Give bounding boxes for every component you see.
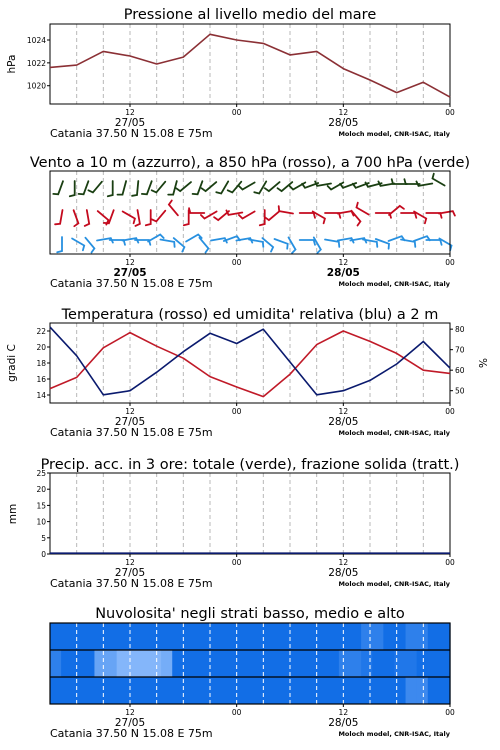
cloud-title: Nuvolosita' negli strati basso, medio e alto bbox=[95, 606, 405, 622]
cloud-cell bbox=[117, 677, 129, 704]
y-tick-label: 20 bbox=[36, 343, 46, 352]
wind-barb bbox=[199, 238, 208, 253]
wind-barb bbox=[85, 238, 94, 253]
pressure-line bbox=[50, 34, 450, 97]
pressure-y-axis-label: hPa bbox=[6, 54, 18, 74]
cloud-cell bbox=[417, 623, 429, 650]
cloud-cell bbox=[206, 677, 218, 704]
cloud-cell bbox=[50, 650, 62, 677]
date-label: 27/05 bbox=[114, 717, 146, 729]
cloud-cell bbox=[417, 677, 429, 704]
cloud-cell bbox=[161, 650, 173, 677]
precipitation-y-ticks bbox=[36, 469, 50, 559]
wind-barb bbox=[300, 240, 315, 245]
location-label: Catania 37.50 N 15.08 E 75m bbox=[50, 577, 213, 590]
cloud-cell bbox=[228, 623, 240, 650]
wind-barb bbox=[260, 210, 265, 225]
wind-barb bbox=[239, 183, 255, 190]
cloud-cell bbox=[383, 623, 395, 650]
cloud-cell bbox=[306, 677, 318, 704]
cloud-x-ticks bbox=[50, 704, 455, 740]
cloud-cell bbox=[72, 677, 84, 704]
y-tick-label: 80 bbox=[455, 325, 465, 335]
wind-barb bbox=[85, 210, 90, 226]
wind-barb bbox=[108, 181, 113, 196]
cloud-cell bbox=[350, 623, 362, 650]
cloud-cell bbox=[350, 650, 362, 677]
location-label: Catania 37.50 N 15.08 E 75m bbox=[50, 127, 213, 140]
wind-barb bbox=[401, 213, 416, 218]
wind-barb bbox=[132, 181, 138, 196]
wind-barb bbox=[300, 213, 315, 218]
model-credit: Moloch model, CNR-ISAC, Italy bbox=[338, 130, 450, 138]
wind-barb bbox=[118, 181, 127, 195]
temperature-title: Temperatura (rosso) ed umidita' relativa (blu) a 2 m bbox=[61, 307, 439, 323]
cloud-heatmap bbox=[50, 623, 451, 704]
wind-barb bbox=[142, 181, 152, 194]
cloud-cell bbox=[50, 677, 62, 704]
x-tick-label: 00 bbox=[445, 558, 455, 567]
x-tick-label: 12 bbox=[125, 407, 135, 416]
cloud-cell bbox=[317, 677, 329, 704]
y-tick-label: 10 bbox=[36, 517, 46, 527]
cloud-cell bbox=[272, 623, 284, 650]
wind-barb bbox=[169, 201, 178, 216]
cloud-cell bbox=[417, 650, 429, 677]
wind-barb bbox=[184, 210, 189, 225]
y-tick-label: 50 bbox=[455, 386, 465, 396]
y-tick-label: 20 bbox=[36, 485, 46, 495]
cloud-cell bbox=[72, 650, 84, 677]
wind-barb bbox=[265, 182, 280, 191]
cloud-cell bbox=[94, 623, 106, 650]
model-credit: Moloch model, CNR-ISAC, Italy bbox=[338, 280, 450, 288]
cloud-cell bbox=[106, 623, 118, 650]
wind-barb bbox=[275, 239, 288, 249]
cloud-cell bbox=[194, 677, 206, 704]
cloud-cell bbox=[83, 677, 95, 704]
cloud-cell bbox=[383, 650, 395, 677]
cloud-cell bbox=[183, 677, 195, 704]
temperature-x-ticks bbox=[50, 403, 455, 439]
cloud-cell bbox=[350, 677, 362, 704]
pressure-y-ticks bbox=[27, 36, 50, 91]
wind-barb bbox=[53, 181, 63, 194]
cloud-cell bbox=[61, 650, 73, 677]
x-tick-label: 12 bbox=[125, 108, 135, 117]
cloud-cell bbox=[339, 650, 351, 677]
cloud-cell bbox=[372, 623, 384, 650]
cloud-cell bbox=[50, 623, 62, 650]
cloud-cell bbox=[194, 650, 206, 677]
wind-barb bbox=[216, 181, 228, 193]
cloud-cell bbox=[294, 650, 306, 677]
cloud-cell bbox=[317, 650, 329, 677]
pressure-title: Pressione al livello medio del mare bbox=[123, 7, 377, 23]
cloud-cell bbox=[161, 677, 173, 704]
y-tick-label: 60 bbox=[455, 366, 465, 376]
cloud-cell bbox=[139, 623, 151, 650]
x-tick-label: 12 bbox=[125, 708, 135, 717]
x-tick-label: 00 bbox=[231, 407, 242, 416]
cloud-cell bbox=[439, 677, 451, 704]
wind-barb bbox=[152, 211, 166, 222]
cloud-cell bbox=[339, 623, 351, 650]
cloud-cell bbox=[383, 677, 395, 704]
cloud-cell bbox=[372, 650, 384, 677]
cloud-cell bbox=[61, 677, 73, 704]
cloud-cell bbox=[361, 623, 373, 650]
wind-barb bbox=[357, 203, 369, 215]
wind-barb bbox=[279, 206, 293, 213]
location-label: Catania 37.50 N 15.08 E 75m bbox=[50, 277, 213, 290]
date-label: 28/05 bbox=[328, 117, 359, 129]
cloud-cell bbox=[150, 650, 162, 677]
cloud-cell bbox=[239, 677, 251, 704]
cloud-cell bbox=[106, 650, 118, 677]
wind-barb bbox=[202, 182, 217, 191]
date-label: 28/05 bbox=[328, 717, 359, 729]
temperature-y-ticks bbox=[36, 327, 50, 400]
cloud-cell bbox=[328, 623, 340, 650]
wind-barb bbox=[79, 181, 89, 194]
cloud-cell bbox=[406, 623, 418, 650]
wind-barb bbox=[88, 182, 102, 193]
y-tick-label: 18 bbox=[36, 359, 46, 368]
precipitation-x-ticks bbox=[50, 554, 455, 590]
cloud-cell bbox=[239, 623, 251, 650]
wind-barb bbox=[433, 174, 445, 186]
cloud-cell bbox=[161, 623, 173, 650]
cloud-cell bbox=[72, 623, 84, 650]
date-label: 28/05 bbox=[326, 267, 360, 279]
temperature-y-axis-label: gradi C bbox=[6, 344, 18, 382]
x-tick-label: 00 bbox=[231, 558, 242, 567]
cloud-cell bbox=[250, 623, 262, 650]
x-tick-label: 00 bbox=[445, 108, 455, 117]
cloud-cell bbox=[328, 650, 340, 677]
cloud-cell bbox=[317, 623, 329, 650]
wind-barb bbox=[123, 212, 135, 224]
wind-barb bbox=[72, 239, 84, 251]
cloud-cell bbox=[172, 650, 184, 677]
model-credit: Moloch model, CNR-ISAC, Italy bbox=[338, 730, 450, 738]
cloud-cell bbox=[272, 677, 284, 704]
y-tick-label: 5 bbox=[41, 533, 46, 543]
cloud-cell bbox=[217, 677, 229, 704]
cloud-cell bbox=[339, 677, 351, 704]
wind-x-ticks bbox=[50, 254, 455, 290]
cloud-cell bbox=[250, 677, 262, 704]
cloud-cell bbox=[439, 623, 451, 650]
y-tick-label: 25 bbox=[36, 469, 46, 478]
x-tick-label: 00 bbox=[445, 407, 455, 416]
y-tick-label: 1022 bbox=[26, 58, 46, 68]
x-tick-label: 12 bbox=[338, 708, 349, 717]
temperature-panel bbox=[6, 307, 490, 439]
date-label: 27/05 bbox=[113, 267, 147, 279]
wind-barb bbox=[146, 210, 151, 225]
precipitation-title: Precip. acc. in 3 ore: totale (verde), frazione solida (tratt.) bbox=[40, 457, 460, 473]
model-credit: Moloch model, CNR-ISAC, Italy bbox=[338, 580, 450, 588]
humidity-line bbox=[50, 327, 450, 395]
cloud-cell bbox=[272, 650, 284, 677]
wind-barb bbox=[160, 240, 174, 247]
cloud-cell bbox=[294, 677, 306, 704]
cloud-cell bbox=[61, 623, 73, 650]
humidity-y-ticks bbox=[450, 325, 465, 396]
cloud-cell bbox=[428, 623, 440, 650]
wind-barb bbox=[249, 240, 263, 247]
x-tick-label: 12 bbox=[338, 558, 349, 567]
precipitation-plot-frame bbox=[50, 473, 450, 554]
cloud-cell bbox=[406, 677, 418, 704]
y-tick-label: 1020 bbox=[26, 81, 46, 91]
cloud-cell bbox=[117, 650, 129, 677]
cloud-cell bbox=[250, 650, 262, 677]
cloud-cell bbox=[183, 650, 195, 677]
date-label: 28/05 bbox=[328, 416, 359, 428]
wind-barb bbox=[189, 208, 204, 213]
cloud-cell bbox=[361, 650, 373, 677]
cloud-cell bbox=[217, 623, 229, 650]
pressure-plot-frame bbox=[50, 24, 450, 104]
cloud-cell bbox=[83, 650, 95, 677]
cloud-cell bbox=[183, 623, 195, 650]
x-tick-label: 00 bbox=[231, 258, 242, 267]
humidity-y-axis-label: % bbox=[478, 358, 490, 368]
temperature-line bbox=[50, 331, 450, 397]
wind-barb bbox=[55, 210, 62, 224]
cloud-cell bbox=[94, 650, 106, 677]
y-tick-label: 15 bbox=[36, 501, 46, 511]
cloud-cell bbox=[172, 623, 184, 650]
y-tick-label: 14 bbox=[36, 391, 46, 400]
cloud-cell bbox=[139, 677, 151, 704]
cloud-cell bbox=[406, 650, 418, 677]
x-tick-label: 12 bbox=[125, 258, 135, 267]
wind-barb bbox=[426, 240, 441, 245]
pressure-x-ticks bbox=[50, 104, 455, 140]
location-label: Catania 37.50 N 15.08 E 75m bbox=[50, 727, 213, 740]
cloud-cell bbox=[439, 650, 451, 677]
x-tick-label: 00 bbox=[445, 708, 455, 717]
x-tick-label: 00 bbox=[231, 708, 242, 717]
cloud-cell bbox=[306, 650, 318, 677]
cloud-cell bbox=[94, 677, 106, 704]
cloud-cell bbox=[150, 677, 162, 704]
cloud-cell bbox=[239, 650, 251, 677]
cloud-cell bbox=[283, 677, 295, 704]
wind-barb bbox=[70, 181, 75, 196]
y-tick-label: 16 bbox=[36, 375, 46, 384]
x-tick-label: 12 bbox=[125, 558, 135, 567]
wind-barb bbox=[74, 210, 79, 226]
wind-panel bbox=[30, 155, 470, 290]
date-label: 27/05 bbox=[114, 117, 146, 129]
pressure-panel bbox=[6, 7, 455, 140]
cloud-cell bbox=[206, 650, 218, 677]
wind-barb bbox=[265, 211, 280, 220]
date-label: 27/05 bbox=[114, 416, 146, 428]
x-tick-label: 00 bbox=[231, 108, 242, 117]
y-tick-label: 1024 bbox=[26, 36, 46, 45]
cloud-cell bbox=[328, 677, 340, 704]
cloud-cell bbox=[83, 623, 95, 650]
x-tick-label: 12 bbox=[338, 108, 349, 117]
cloud-cell bbox=[206, 623, 218, 650]
cloud-cell bbox=[283, 650, 295, 677]
cloud-cell bbox=[228, 650, 240, 677]
cloud-cell bbox=[372, 677, 384, 704]
precipitation-grid bbox=[77, 473, 424, 554]
wind-barb bbox=[152, 182, 166, 193]
wind-barb bbox=[351, 211, 360, 226]
date-label: 27/05 bbox=[114, 567, 146, 579]
y-tick-label: 22 bbox=[36, 327, 46, 336]
model-credit: Moloch model, CNR-ISAC, Italy bbox=[338, 429, 450, 437]
cloud-cell bbox=[428, 650, 440, 677]
cloud-cell bbox=[106, 677, 118, 704]
wind-barb bbox=[135, 210, 140, 226]
pressure-series bbox=[50, 34, 450, 97]
cloud-cell bbox=[361, 677, 373, 704]
cloud-cell bbox=[139, 650, 151, 677]
cloud-cell bbox=[217, 650, 229, 677]
cloud-cell bbox=[428, 677, 440, 704]
wind-barbs bbox=[53, 174, 455, 253]
cloud-cell bbox=[294, 623, 306, 650]
cloud-cell bbox=[172, 677, 184, 704]
y-tick-label: 0 bbox=[41, 550, 46, 559]
cloud-cell bbox=[194, 623, 206, 650]
precipitation-panel bbox=[7, 457, 459, 590]
cloud-panel bbox=[50, 606, 455, 740]
cloud-cell bbox=[150, 623, 162, 650]
cloud-cell bbox=[117, 623, 129, 650]
x-tick-label: 00 bbox=[445, 258, 455, 267]
cloud-cell bbox=[306, 623, 318, 650]
wind-barb bbox=[57, 237, 62, 252]
wind-barb bbox=[262, 238, 273, 252]
x-tick-label: 12 bbox=[338, 407, 349, 416]
date-label: 28/05 bbox=[328, 567, 359, 579]
x-tick-label: 12 bbox=[338, 258, 349, 267]
cloud-cell bbox=[228, 677, 240, 704]
cloud-cell bbox=[283, 623, 295, 650]
wind-title: Vento a 10 m (azzurro), a 850 hPa (rosso), a 700 hPa (verde) bbox=[29, 155, 471, 171]
precipitation-y-axis-label: mm bbox=[7, 503, 19, 525]
location-label: Catania 37.50 N 15.08 E 75m bbox=[50, 426, 213, 439]
pressure-grid bbox=[77, 24, 424, 104]
y-tick-label: 70 bbox=[455, 345, 465, 355]
temperature-humidity-series bbox=[50, 327, 450, 397]
